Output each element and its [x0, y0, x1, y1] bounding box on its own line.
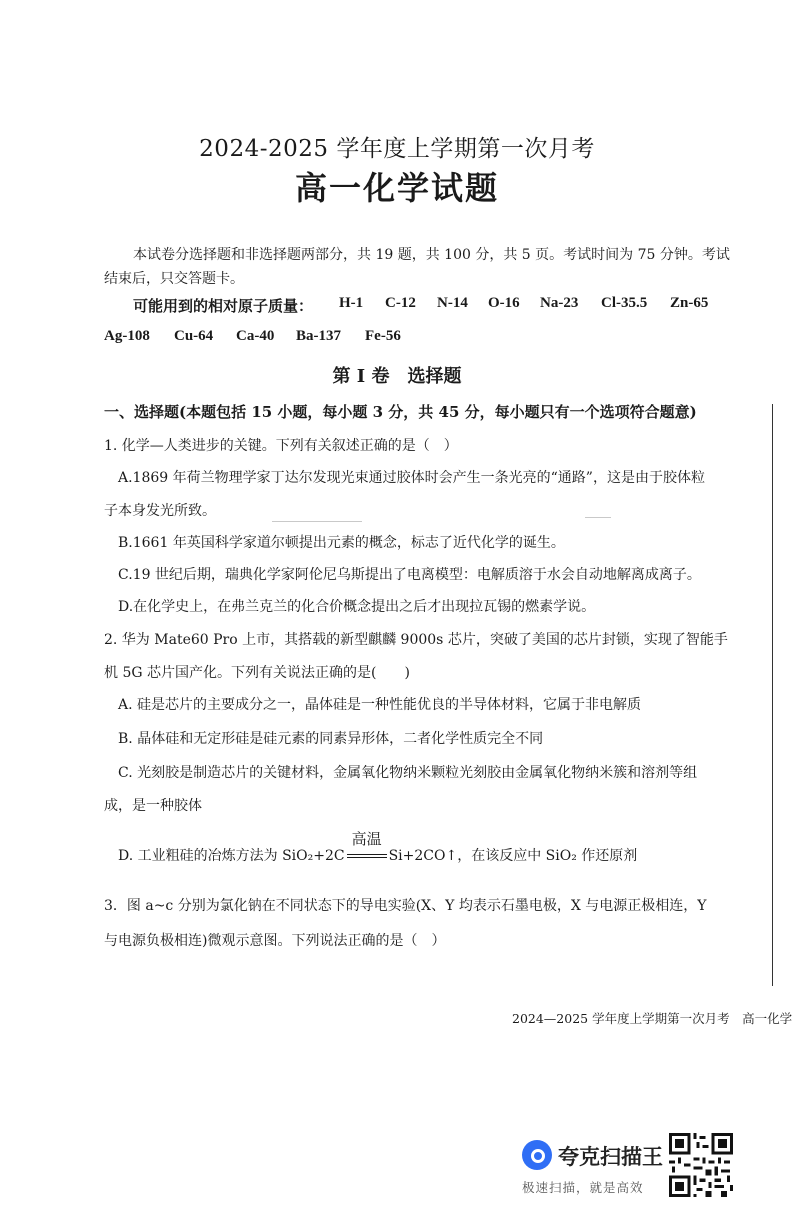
q1-option-d: D.在化学史上，在弗兰克兰的化合价概念提出之后才出现拉瓦锡的燃素学说。 [118, 599, 596, 615]
atomic-mass: Ba-137 [296, 328, 341, 344]
atomic-mass: Ag-108 [104, 328, 150, 344]
atomic-mass: Cu-64 [174, 328, 214, 344]
subject-title: 高一化学试题 [294, 169, 499, 207]
q1-option-a: A.1869 年荷兰物理学家丁达尔发现光束通过胶体时会产生一条光亮的“通路”，这是由于胶体粒 [118, 470, 705, 486]
atomic-mass: Cl-35.5 [601, 295, 648, 311]
atomic-masses-label: 可能用到的相对原子质量： [133, 297, 314, 315]
intro-line-1: 本试卷分选择题和非选择题两部分，共 19 题，共 100 分，共 5 页。考试时间为 75 分钟。考试 [133, 247, 730, 263]
qr-code-icon [669, 1133, 733, 1197]
q2-option-d [118, 830, 638, 865]
q3-stem-cont: 与电源负极相连)微观示意图。下列说法正确的是（ ） [104, 933, 446, 949]
margin-line [772, 404, 773, 986]
intro-line-2: 结束后，只交答题卡。 [104, 271, 244, 287]
q1-option-c: C.19 世纪后期，瑞典化学家阿伦尼乌斯提出了电离模型：电解质溶于水会自动地解离成离子。 [118, 567, 701, 583]
quark-logo-icon [522, 1140, 552, 1170]
atomic-mass: O-16 [488, 295, 520, 311]
atomic-mass: Zn-65 [670, 295, 709, 311]
part-heading: 一、选择题(本题包括 15 小题，每小题 3 分，共 45 分，每小题只有一个选项符合题意) [104, 403, 697, 421]
q2-stem: 2. 华为 Mate60 Pro 上市，其搭载的新型麒麟 9000s 芯片，突破了美国的芯片封锁，实现了智能手 [104, 632, 728, 648]
q2-option-c: C. 光刻胶是制造芯片的关键材料，金属氧化物纳米颗粒光刻胶由金属氧化物纳米簇和溶剂等组 [118, 765, 698, 781]
atomic-mass: N-14 [437, 295, 468, 311]
atomic-masses-row-1 [133, 295, 313, 316]
q2-option-d-suffix: Si+2CO↑，在该反应中 SiO₂ 作还原剂 [388, 848, 638, 864]
q2-option-d-prefix: D. 工业粗硅的冶炼方法为 SiO₂+2C [118, 848, 345, 864]
q2-option-a: A. 硅是芯片的主要成分之一，晶体硅是一种性能优良的半导体材料，它属于非电解质 [118, 697, 642, 713]
section-title: 第 Ⅰ 卷 选择题 [332, 366, 462, 387]
atomic-mass: Ca-40 [236, 328, 275, 344]
atomic-mass: Na-23 [540, 295, 579, 311]
atomic-mass: C-12 [385, 295, 416, 311]
atomic-mass: H-1 [339, 295, 364, 311]
q3-stem: 3．图 a~c 分别为氯化钠在不同状态下的导电实验(X、Y 均表示石墨电极，X 与电源正极相连，Y [104, 898, 707, 914]
q2-option-c-cont: 成，是一种胶体 [104, 798, 202, 814]
reaction-condition: 高温 [351, 830, 382, 848]
q1-stem: 1. 化学—人类进步的关键。下列有关叙述正确的是（ ） [104, 438, 458, 454]
page-footer: 2024—2025 学年度上学期第一次月考 高一化学 [512, 1011, 793, 1026]
exam-title: 2024-2025 学年度上学期第一次月考 [199, 136, 595, 162]
q1-option-b: B.1661 年英国科学家道尔顿提出元素的概念，标志了近代化学的诞生。 [118, 535, 565, 551]
watermark-app-name: 夸克扫描王 [558, 1145, 663, 1169]
reaction-arrow [345, 830, 389, 865]
atomic-mass: Fe-56 [365, 328, 401, 344]
q1-option-a-cont: 子本身发光所致。 [104, 503, 216, 519]
watermark-slogan: 极速扫描，就是高效 [522, 1180, 644, 1195]
q2-option-b: B. 晶体硅和无定形硅是硅元素的同素异形体，二者化学性质完全不同 [118, 731, 544, 747]
q2-stem-cont: 机 5G 芯片国产化。下列有关说法正确的是( ) [104, 665, 410, 681]
